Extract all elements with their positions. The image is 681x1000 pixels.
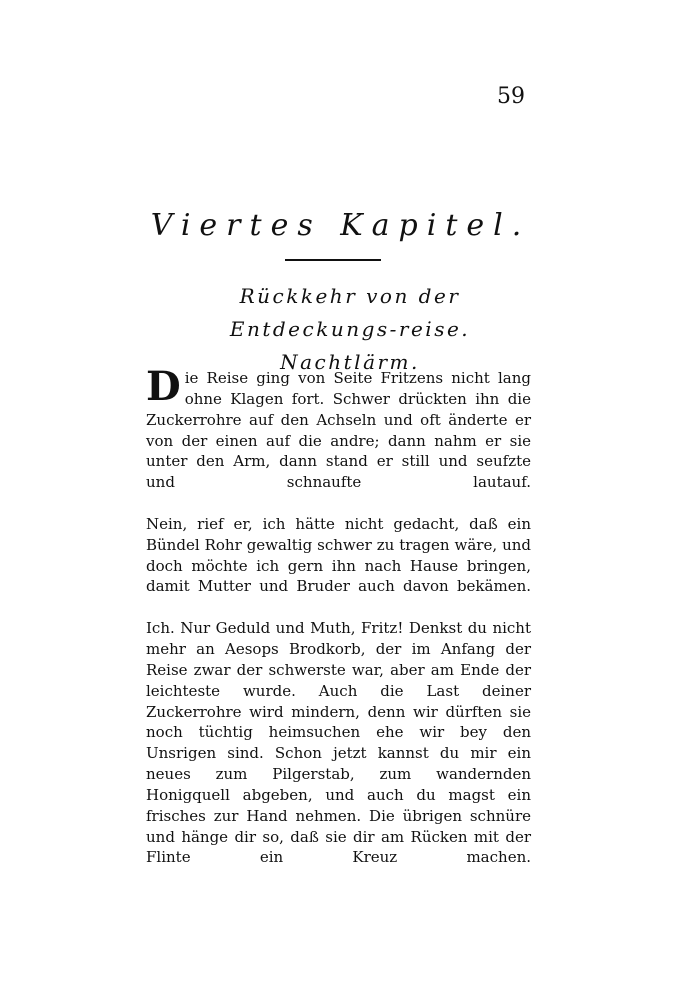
- paragraph-2: Nein, rief er, ich hätte nicht gedacht, daß ein Bündel Rohr gewaltig schwer zu tragen wäre, und doch möchte ich gern ihn nach Hause bringen, damit Mutter und Bruder auch davon bekämen.: [146, 514, 531, 596]
- drop-cap: D: [146, 363, 181, 410]
- chapter-title: Viertes Kapitel.: [150, 208, 531, 243]
- body-text: [146, 363, 531, 889]
- title-divider: [285, 259, 381, 261]
- page-number: 59: [497, 84, 525, 109]
- paragraph-1-text: ie Reise ging von Seite Fritzens nicht lang ohne Klagen fort. Schwer drückten ihn die Zuckerrohre auf den Achseln und oft änderte er von der einen auf die andre; dann nahm er sie unter den Arm, dann stand er still und seufzte und schnaufte lautauf.: [146, 369, 531, 492]
- paragraph-1: [146, 363, 531, 514]
- chapter-subtitle: Rückkehr von der Entdeckungs-reise. Nachtlärm.: [229, 284, 471, 374]
- paragraph-3: Ich. Nur Geduld und Muth, Fritz! Denkst du nicht mehr an Aesops Brodkorb, der im Anfang der Reise zwar der schwerste war, aber am Ende der leichteste wurde. Auch die Last deiner Zuckerrohre wird mindern, denn wir dürften sie noch tüchtig heimsuchen ehe wir bey den Unsrigen sind. Schon jetzt kannst du mir ein neues zum Pilgerstab, zum wandernden Honigquell abgeben, und auch du magst ein frisches zur Hand nehmen. Die übrigen schnüre und hänge dir so, daß sie dir am Rücken mit der Flinte ein Kreuz machen.: [146, 619, 531, 867]
